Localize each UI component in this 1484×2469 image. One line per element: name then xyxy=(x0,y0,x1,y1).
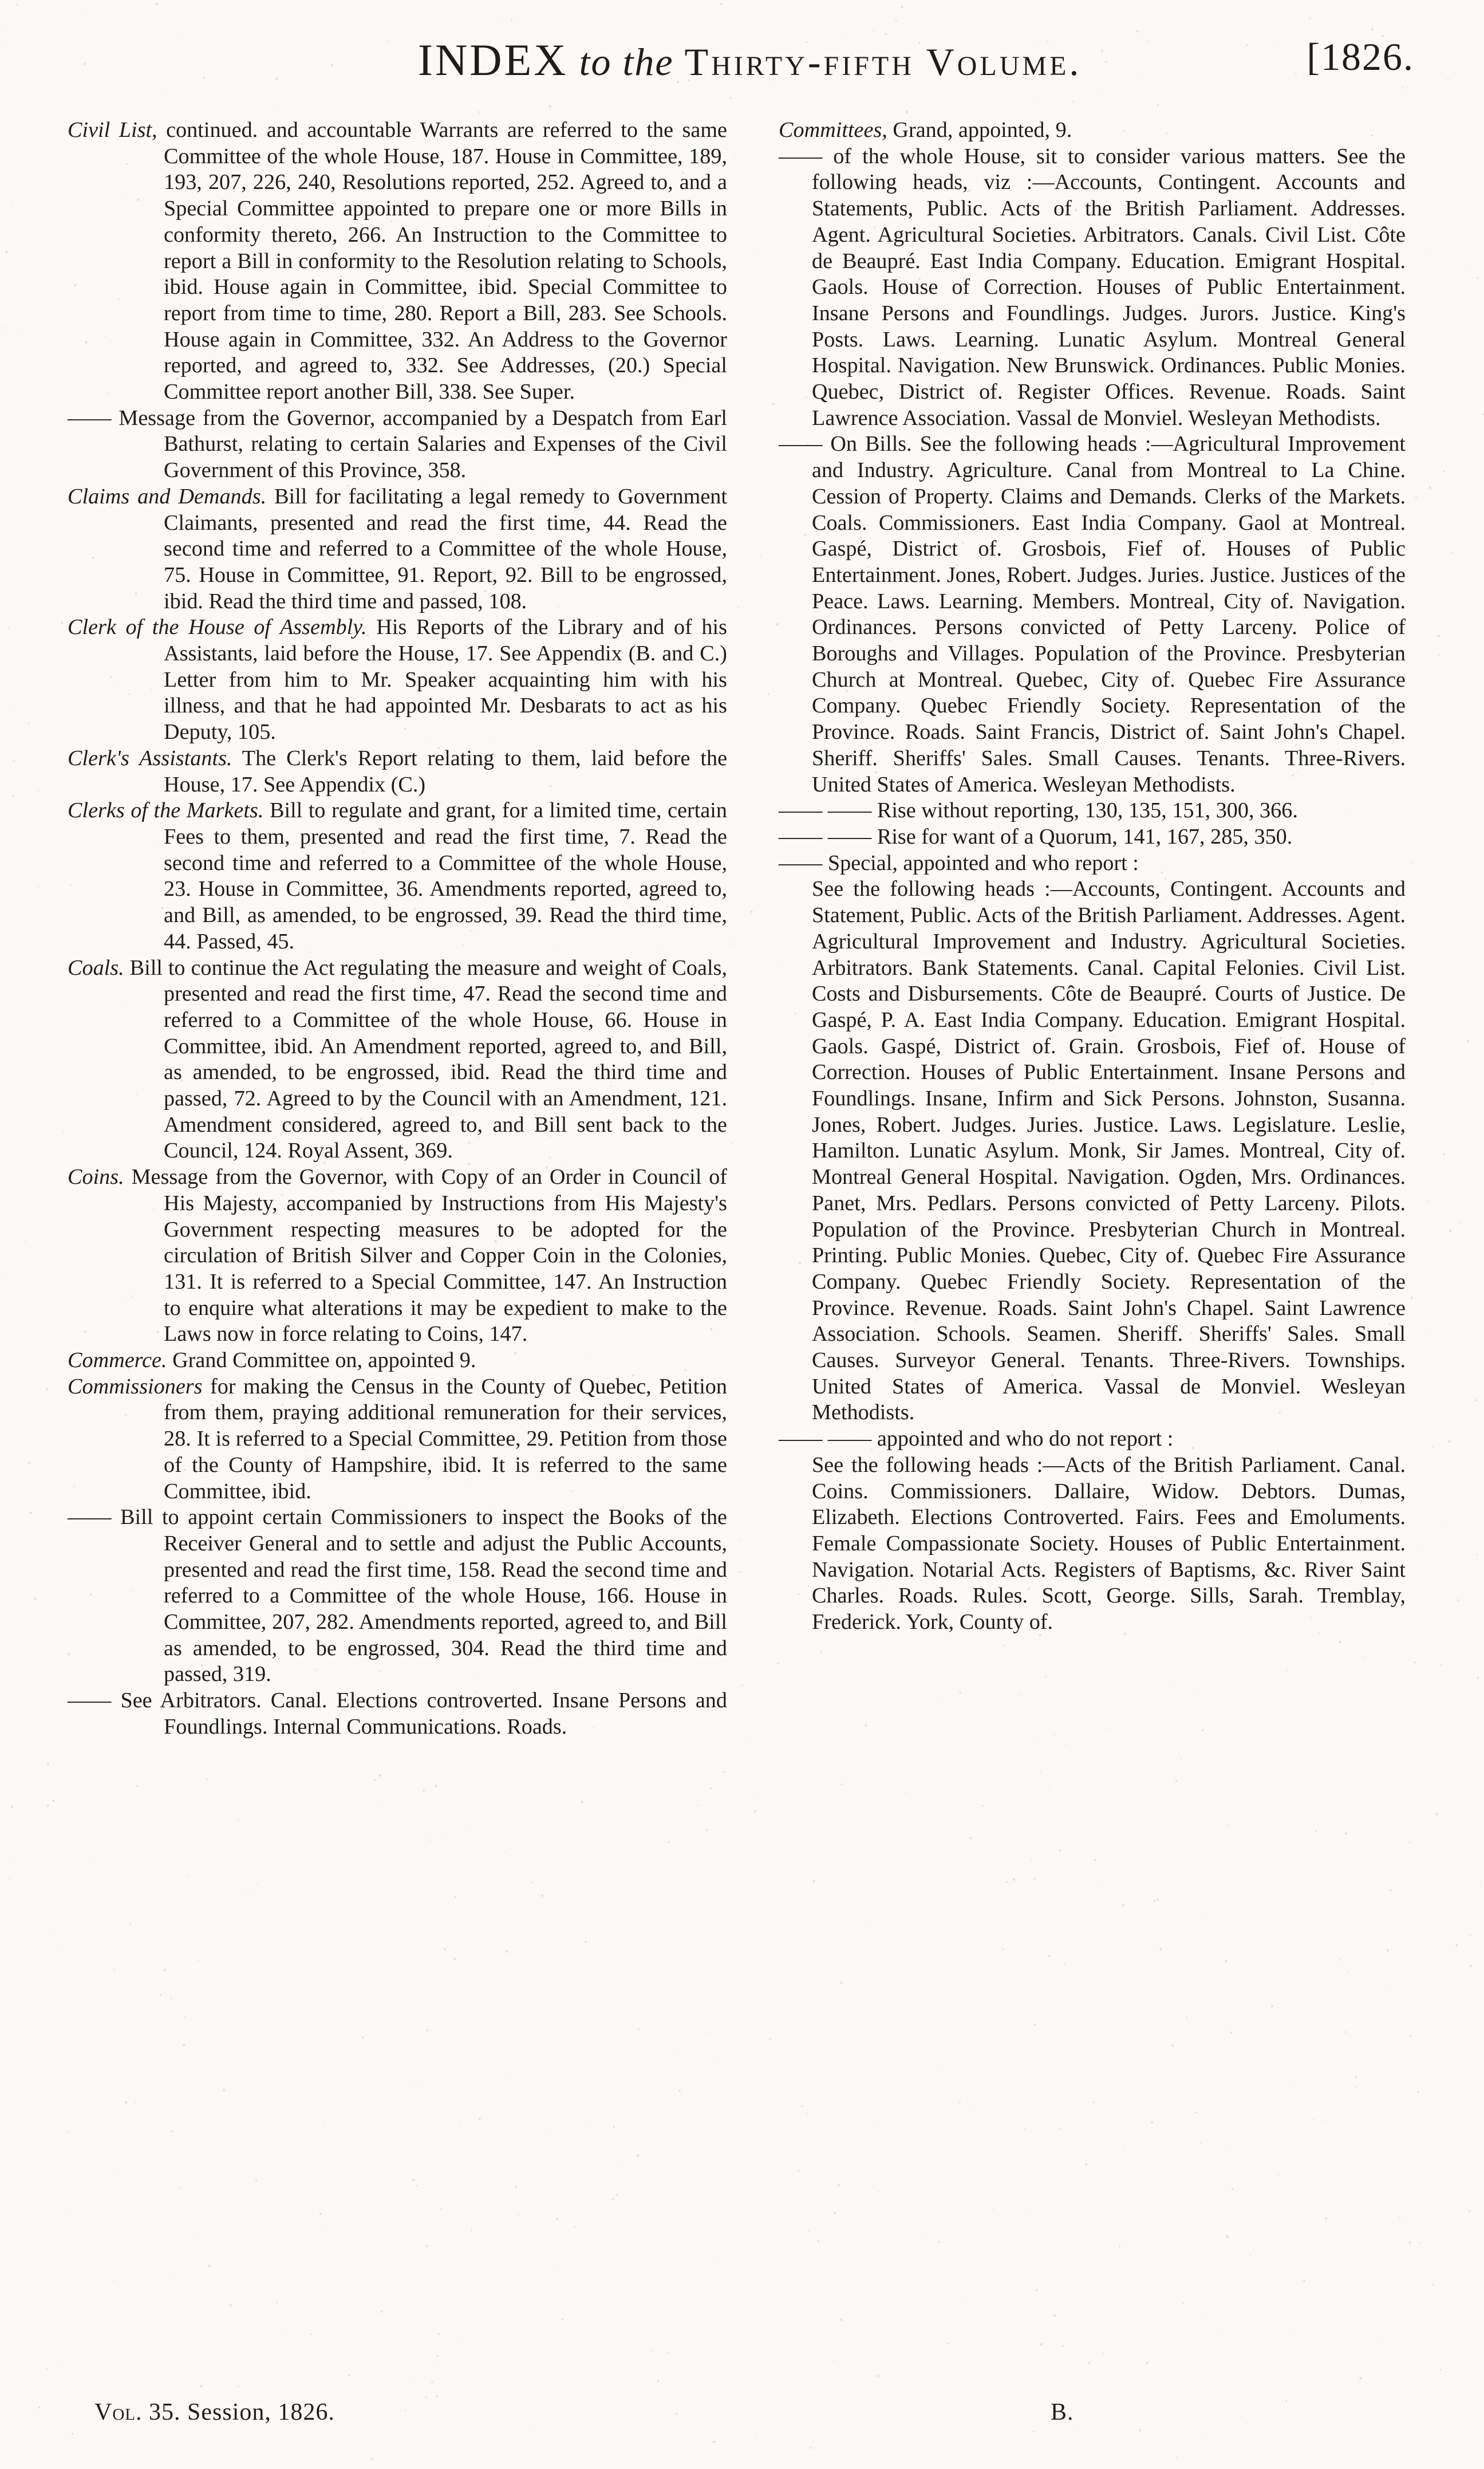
index-entry xyxy=(68,484,727,615)
index-entry xyxy=(779,1426,1406,1452)
entry-text: Message from the Governor, accompanied by a Despatch from Earl Bathurst, relating to certain Salaries and Expenses of the Civil Government of this Province, 358. xyxy=(119,405,727,483)
index-entry xyxy=(68,1505,727,1688)
index-entry xyxy=(68,746,727,798)
page-header xyxy=(74,34,1414,109)
index-entry xyxy=(68,1348,727,1374)
index-column-right xyxy=(779,117,1406,1636)
title-volume: Thirty-fifth Volume. xyxy=(684,40,1082,84)
entry-heading: —— —— xyxy=(779,1427,872,1451)
entry-heading: Clerk of the House of Assembly. xyxy=(68,615,367,640)
entry-text: Message from the Governor, with Copy of an Order in Council of His Majesty, accompanied by Instructions from His Majesty's Government respecting measures to be adopted for the circulation of British Silver and Copper Coin in the Colonies, 131. It is referred to a Special Committee, 147. An Instruction to enquire what alterations it may be expedient to make to the Laws now in force relating to Coins, 147. xyxy=(131,1165,728,1346)
entry-text: See the following heads :—Acts of the British Parliament. Canal. Coins. Commissioners. Dallaire, Widow. Debtors. Dumas, Elizabeth. Elections Controverted. Fairs. Fees and Emoluments. Female Compassionate Society. Houses of Public Entertainment. Navigation. Notarial Acts. Registers of Baptisms, &c. River Saint Charles. Roads. Rules. Scott, George. Sills, Sarah. Tremblay, Frederick. York, County of. xyxy=(812,1452,1406,1635)
entry-heading: —— —— xyxy=(779,824,872,849)
entry-text: Special, appointed and who report : xyxy=(827,850,1139,875)
entry-heading: —— xyxy=(68,405,112,430)
entry-heading: Coins. xyxy=(68,1165,124,1190)
title-word: INDEX xyxy=(418,35,569,85)
entry-heading: Commerce. xyxy=(68,1348,167,1373)
entry-text: See the following heads :—Accounts, Contingent. Accounts and Statement, Public. Acts of the British Parliament. Addresses. Agent. Agricultural Improvement and Industry. Agricultural Societies. Arbitrators. Bank Statements. Canal. Capital Felonies. Civil List. Costs and Disbursements. Côte de Beaupré. Courts of Justice. De Gaspé, P. A. East India Company. Education. Emigrant Hospital. Gaols. Gaspé, District of. Grain. Grosbois, Fief of. House of Correction. Houses of Public Entertainment. Insane Persons and Foundlings. Insane, Infirm and Sick Persons. Johnston, Susanna. Jones, Robert. Judges. Juries. Justice. Laws. Legislature. Leslie, Hamilton. Lunatic Asylum. Monk, Sir James. Montreal, City of. Montreal General Hospital. Navigation. Ogden, Mrs. Ordinances. Panet, Mrs. Pedlars. Persons convicted of Petty Larceny. Pilots. Population of the Province. Presbyterian Church in Montreal. Printing. Public Monies. Quebec, City of. Quebec Fire Assurance Company. Quebec Friendly Society. Representation of the Province. Revenue. Roads. Saint John's Chapel. Saint Lawrence Association. Schools. Seamen. Sheriff. Sheriffs' Sales. Small Causes. Surveyor General. Tenants. Three-Rivers. Townships. United States of America. Vassal de Monviel. Wesleyan Methodists. xyxy=(812,877,1406,1425)
footer-session: Session, 1826. xyxy=(187,2399,335,2425)
entry-heading: Clerk's Assistants. xyxy=(68,746,232,770)
entry-text: See Arbitrators. Canal. Elections controverted. Insane Persons and Foundlings. Internal Communications. Roads. xyxy=(120,1688,727,1739)
entry-heading: —— xyxy=(68,1688,112,1713)
entry-heading: —— —— xyxy=(779,798,872,823)
entry-heading: —— xyxy=(68,1505,112,1530)
footer-volume: Vol. 35. xyxy=(94,2399,181,2425)
index-entry xyxy=(779,117,1406,144)
entry-heading: —— xyxy=(779,432,823,456)
index-entry xyxy=(779,144,1406,432)
index-entry xyxy=(68,1688,727,1740)
page-year: [1826. xyxy=(1307,35,1414,78)
index-entry xyxy=(779,824,1406,850)
index-entry xyxy=(68,955,727,1165)
entry-text: of the whole House, sit to consider various matters. See the following heads, viz :—Accounts, Contingent. Accounts and Statements, Public. Acts of the British Parliament. Addresses. Agent. Agricultural Societies. Arbitrators. Canals. Civil List. Côte de Beaupré. East India Company. Education. Emigrant Hospital. Gaols. House of Correction. Houses of Public Entertainment. Insane Persons and Foundlings. Judges. Jurors. Justice. King's Posts. Laws. Learning. Lunatic Asylum. Montreal General Hospital. Navigation. New Brunswick. Ordinances. Public Monies. Quebec, District of. Register Offices. Revenue. Roads. Saint Lawrence Association. Vassal de Monviel. Wesleyan Methodists. xyxy=(812,144,1406,430)
entry-text: appointed and who do not report : xyxy=(877,1427,1174,1451)
entry-text: for making the Census in the County of Quebec, Petition from them, praying additional remuneration for their services, 28. It is referred to a Special Committee, 29. Petition from those of the County of Hampshire, ibid. It is referred to the same Committee, ibid. xyxy=(164,1374,727,1503)
entry-text: Grand Committee on, appointed 9. xyxy=(172,1348,476,1373)
index-entry xyxy=(68,615,727,746)
index-entry xyxy=(779,876,1406,1426)
running-title xyxy=(418,34,1082,86)
entry-heading: Claims and Demands. xyxy=(68,484,267,509)
entry-text: Rise without reporting, 130, 135, 151, 300, 366. xyxy=(877,798,1298,823)
entry-heading-rest: continued. xyxy=(157,118,258,142)
page-footer-left xyxy=(94,2399,335,2426)
entry-text: Bill to continue the Act regulating the measure and weight of Coals, presented and read the first time, 47. Read the second time and referred to a Committee of the whole House, 66. House in Committee, ibid. An Amendment reported, agreed to, and Bill, as amended, to be engrossed, ibid. Read the third time and passed, 72. Agreed to by the Council with an Amendment, 121. Amendment considered, agreed to, and Bill sent back to the Council, 124. Royal Assent, 369. xyxy=(129,955,727,1163)
entry-text: Bill for facilitating a legal remedy to Government Claimants, presented and read the first time, 44. Read the second time and referred to a Committee of the whole House, 75. House in Committee, 91. Report, 92. Bill to be engrossed, ibid. Read the third time and passed, 108. xyxy=(164,484,727,613)
entry-text: and accountable Warrants are referred to the same Committee of the whole House, 187. House in Committee, 189, 193, 207, 226, 240, Resolutions reported, 252. Agreed to, and a Special Committee appointed to prepare one or more Bills in conformity thereto, 266. An Instruction to the Committee to report a Bill in conformity to the Resolution relating to Schools, ibid. House again in Committee, ibid. Special Committee to report from time to time, 280. Report a Bill, 283. See Schools. House again in Committee, 332. An Address to the Governor reported, and agreed to, 332. See Addresses, (20.) Special Committee report another Bill, 338. See Super. xyxy=(164,118,728,404)
entry-heading: —— xyxy=(779,144,823,168)
index-entry xyxy=(68,117,727,405)
entry-text: His Reports of the Library and of his Assistants, laid before the House, 17. See Appendix (B. and C.) Letter from him to Mr. Speaker acquainting him with his illness, and that he had appointed Mr. Desbarats to act as his Deputy, 105. xyxy=(164,615,727,745)
entry-text: Bill to regulate and grant, for a limited time, certain Fees to them, presented and read the first time, 7. Read the second time and referred to a Committee of the whole House, 23. House in Committee, 36. Amendments reported, agreed to, and Bill, as amended, to be engrossed, 39. Read the third time, 44. Passed, 45. xyxy=(164,798,728,954)
entry-text: Grand, appointed, 9. xyxy=(893,118,1072,142)
index-entry xyxy=(779,1452,1406,1636)
entry-heading: Civil List, xyxy=(68,118,157,142)
entry-text: The Clerk's Report relating to them, laid before the House, 17. See Appendix (C.) xyxy=(164,746,728,797)
index-entry xyxy=(779,850,1406,877)
index-entry xyxy=(68,405,727,484)
entry-text: Bill to appoint certain Commissioners to inspect the Books of the Receiver General and to settle and adjust the Public Accounts, presented and read the first time, 158. Read the second time and referred to a Committee of the whole House, 166. House in Committee, 207, 282. Amendments reported, agreed to, and Bill as amended, to be engrossed, 304. Read the third time and passed, 319. xyxy=(120,1505,728,1687)
index-entry xyxy=(779,798,1406,824)
index-entry xyxy=(779,431,1406,798)
page-footer-signature: B. xyxy=(1051,2399,1074,2425)
entry-text: On Bills. See the following heads :—Agricultural Improvement and Industry. Agriculture. Canal from Montreal to La Chine. Cession of Property. Claims and Demands. Clerks of the Markets. Coals. Commissioners. East India Company. Gaol at Montreal. Gaspé, District of. Grosbois, Fief of. Houses of Public Entertainment. Jones, Robert. Judges. Juries. Justice. Justices of the Peace. Laws. Learning. Members. Montreal, City of. Navigation. Ordinances. Persons convicted of Petty Larceny. Police of Boroughs and Villages. Population of the Province. Presbyterian Church at Montreal. Quebec, City of. Quebec Fire Assurance Company. Quebec Friendly Society. Representation of the Province. Roads. Saint Francis, District of. Saint John's Chapel. Sheriff. Sheriffs' Sales. Small Causes. Tenants. Three-Rivers. United States of America. Wesleyan Methodists. xyxy=(812,432,1406,797)
entry-text: Rise for want of a Quorum, 141, 167, 285, 350. xyxy=(877,824,1293,849)
index-entry xyxy=(68,1374,727,1505)
entry-heading: Clerks of the Markets. xyxy=(68,798,264,823)
entry-heading: —— xyxy=(779,850,823,875)
title-connector: to the xyxy=(579,40,674,84)
entry-heading: Committees, xyxy=(779,118,887,142)
entry-heading: Coals. xyxy=(68,955,124,980)
index-entry xyxy=(68,798,727,955)
index-entry xyxy=(68,1164,727,1348)
index-column-left xyxy=(68,117,727,1740)
entry-heading: Commissioners xyxy=(68,1374,203,1399)
